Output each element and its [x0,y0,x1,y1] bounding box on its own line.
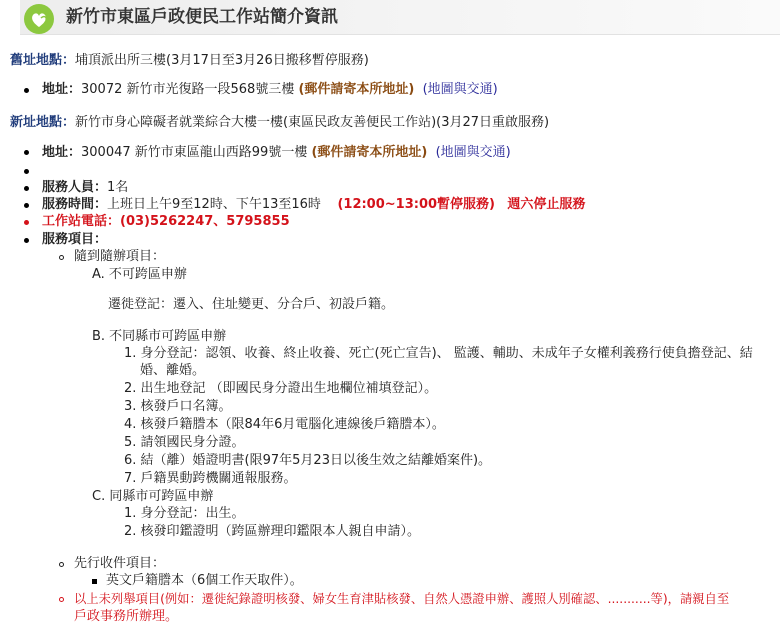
bullet [59,597,64,602]
bullet [24,88,29,93]
saturday-note: 週六停止服務 [507,197,586,212]
bullet [92,579,97,584]
b-item: 6. 結（離）婚證明書(限97年5月23日以後生效之結離婚案件)。 [124,453,492,468]
hours-note: (12:00~13:00暫停服務) [337,197,495,212]
b-title: B. 不同縣市可跨區申辦 [92,329,227,344]
c-item: 1. 身分登記：出生。 [124,506,245,521]
new-address-line [42,144,511,162]
staff-label: 服務人員： [42,180,108,195]
old-address-line [42,81,498,99]
old-site-line [10,52,369,70]
heart-logo-icon [24,4,54,34]
new-address-label: 地址： [42,145,82,160]
a-desc: 遷徙登記：遷入、住址變更、分合戶、初設戶籍。 [108,297,395,312]
bullet [24,186,29,191]
bullet [24,150,29,155]
b-item: 4. 核發戶籍謄本（限84年6月電腦化連線後戶籍謄本）。 [124,417,445,432]
hours-line [42,196,585,214]
new-site-desc: 新竹市身心障礙者就業綜合大樓一樓(東區民政友善便民工作站)(3月27日重啟服務) [75,115,550,130]
page-title: 新竹市東區戶政便民工作站簡介資訊 [66,7,338,27]
staff-line [42,179,128,197]
b-item: 5. 請領國民身分證。 [124,435,245,450]
other-line-2: 戶政事務所辦理。 [74,609,179,624]
b-item-cont: 婚、離婚。 [140,363,206,378]
b-item: 3. 核發戶口名簿。 [124,399,232,414]
advance-item: 英文戶籍謄本（6個工作天取件）。 [106,573,303,588]
c-item: 2. 核發印鑑證明（跨區辦理印鑑限本人親自申請）。 [124,524,421,539]
b-item: 2. 出生地登記 （即國民身分證出生地欄位補填登記）。 [124,381,438,396]
new-site-line [10,114,549,132]
immediate-label: 隨到隨辦項目： [74,249,166,264]
bullet [24,220,29,225]
b-item: 7. 戶籍異動跨機關通報服務。 [124,471,297,486]
bullet [59,562,64,567]
staff-value: 1名 [107,180,129,195]
bullet [24,203,29,208]
page-header [20,0,780,35]
c-title: C. 同縣市可跨區申辦 [92,489,214,504]
old-address: 30072 新竹市光復路一段568號三樓 [81,82,299,97]
new-mail-note: (郵件請寄本所地址) [311,145,428,160]
phone-line: 工作站電話：(03)5262247、5795855 [42,214,290,229]
advance-label: 先行收件項目： [74,556,166,571]
bullet [24,238,29,243]
hours-value: 上班日上午9至12時、下午13至16時 [107,197,321,212]
bullet [59,255,64,260]
bullet-empty [24,169,29,174]
new-map-link[interactable]: (地圖與交通) [435,145,511,160]
new-address: 300047 新竹市東區龍山西路99號一樓 [81,145,312,160]
old-mail-note: (郵件請寄本所地址) [298,82,415,97]
items-label: 服務項目： [42,232,108,247]
old-site-desc: 埔頂派出所三樓(3月17日至3月26日搬移暫停服務) [75,53,369,68]
b-item: 1. 身分登記：認領、收養、終止收養、死亡(死亡宣告)、 監護、輔助、未成年子女權利義務行使負擔登記、結 [124,346,753,361]
old-address-label: 地址： [42,82,82,97]
a-title: A. 不可跨區申辦 [92,267,187,282]
new-site-label: 新址地點： [10,115,76,130]
hours-label: 服務時間： [42,197,108,212]
other-line-1: 以上未列舉項目(例如：遷徙紀錄證明核發、婦女生育津貼核發、自然人憑證申辦、護照人別確認、...........等)，請親自至 [74,592,730,606]
old-map-link[interactable]: (地圖與交通) [422,82,498,97]
old-site-label: 舊址地點： [10,53,76,68]
